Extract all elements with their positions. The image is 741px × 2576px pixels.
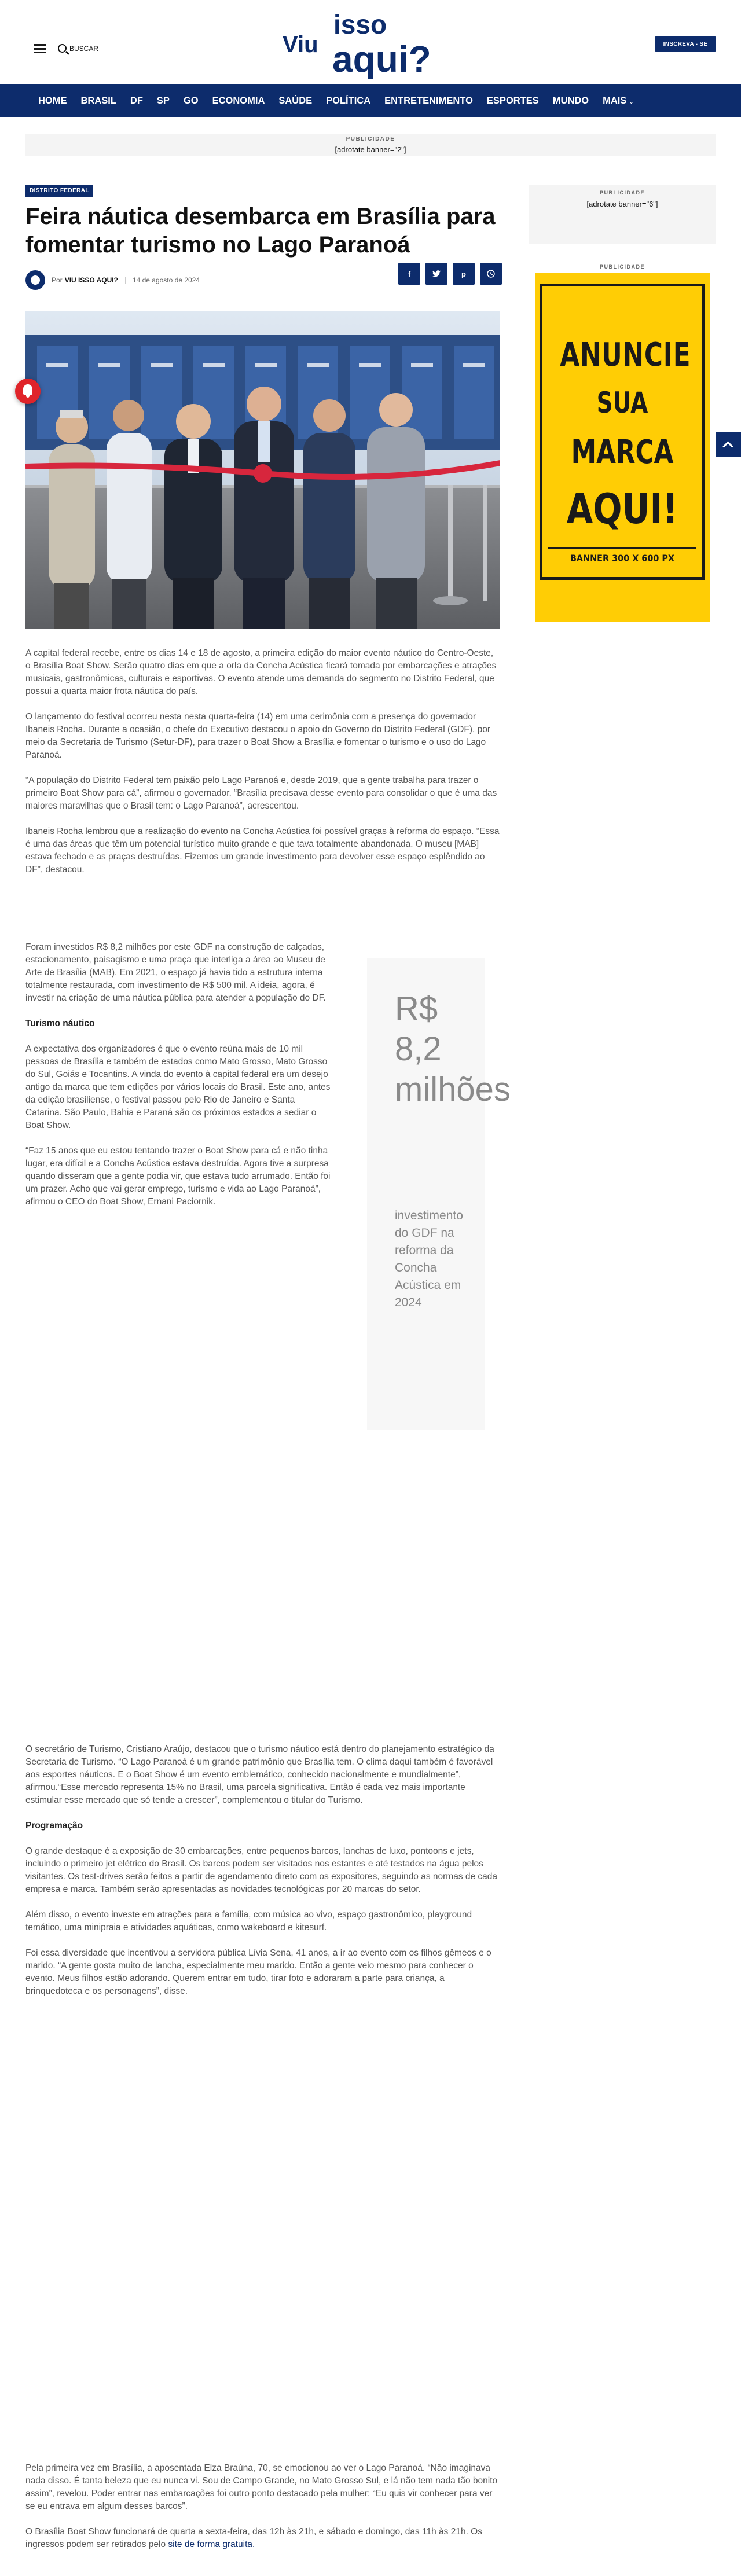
ad-label: PUBLICIDADE: [599, 264, 645, 270]
paragraph: Além disso, o evento investe em atrações para a família, com música ao vivo, espaço gastronômico, playground temático, uma minipraia e atividades aquáticas, como wakeboard e kitesurf.: [25, 1910, 472, 1932]
nav-item-label: GO: [183, 95, 199, 106]
nav-item-label: SAÚDE: [278, 95, 313, 106]
site-header: [0, 0, 741, 84]
ad-code: [adrotate banner="2"]: [335, 145, 406, 154]
paragraph: A capital federal recebe, entre os dias 14 e 18 de agosto, a primeira edição do maior evento náutico do Centro-Oeste, o Brasília Boat Show. Serão quatro dias em que a orla da Concha Acústica ficará tomada por embarcações e atrações musicais, gastronômicas, culturais e esportivas. O evento atende uma demanda do segmento no Distrito Federal, que possui a quarta maior frota náutica do país.: [25, 648, 497, 696]
article-body-intro: [25, 647, 500, 889]
article-body-continued: [25, 1743, 500, 2011]
hamburger-menu-icon[interactable]: [34, 44, 46, 53]
nav-item-label: ESPORTES: [486, 95, 539, 106]
nav-item-label: BRASIL: [80, 95, 116, 106]
byline-prefix: Por: [52, 276, 63, 284]
article-body-narrow: [25, 941, 332, 1221]
search-button[interactable]: [58, 44, 98, 53]
scroll-to-top-icon[interactable]: [716, 432, 741, 457]
article-body-final: [25, 2462, 500, 2564]
pinterest-share-icon[interactable]: p: [453, 263, 475, 285]
nav-item-label: SP: [156, 95, 170, 106]
nav-item-mais[interactable]: [596, 95, 641, 106]
site-logo[interactable]: [283, 5, 462, 79]
paragraph: O Brasília Boat Show funcionará de quarta a sexta-feira, das 12h às 21h, e sábado e domingo, das 11h às 21h. Os ingressos podem ser retirados pelo: [25, 2527, 482, 2549]
paragraph: Pela primeira vez em Brasília, a aposentada Elza Braúna, 70, se emocionou ao ver o Lago Paranoá. “Não imaginava nada disso. É tanta beleza que eu nunca vi. Sou de Campo Grande, no Mato Grosso Sul, e lá não tem nada tão bonito assim”, revelou. Poder entrar nas embarcações foi outro ponto destacado pela mulher: “Eu quis vir conhecer para ver se eu entrava em algum desses barcos”.: [25, 2463, 498, 2511]
search-label: BUSCAR: [69, 44, 99, 53]
nav-item-label: ECONOMIA: [212, 95, 265, 106]
author-avatar[interactable]: [25, 270, 45, 290]
subscribe-button[interactable]: INSCREVA - SE: [655, 36, 716, 52]
paragraph: Foram investidos R$ 8,2 milhões por este GDF na construção de calçadas, estacionamento, paisagismo e uma praça que interliga a área ao Museu de Arte de Brasília (MAB). Em 2021, o espaço já havia tido a estrutura interna totalmente restaurada, com investimento de R$ 500 mil. A ideia, agora, é investir na criação de uma náutica pública para atender a população do DF.: [25, 942, 326, 1003]
paragraph: “Faz 15 anos que eu estou tentando trazer o Boat Show para cá e não tinha lugar, era difícil e a Concha Acústica estava destruída. Agora tive a surpresa quando disseram que a gente podia vir, que estava tudo arrumado. Então foi um prazer. Acho que vai gerar emprego, turismo e vida ao Lago Paranoá”, afirmou o CEO do Boat Show, Ernani Paciornik.: [25, 1146, 331, 1207]
search-icon: [58, 44, 67, 53]
nav-item-esportes[interactable]: [480, 95, 546, 106]
paragraph: Foi essa diversidade que incentivou a servidora pública Lívia Sena, 41 anos, a ir ao evento com os filhos gêmeos e o marido. “A gente gosta muito de lancha, especialmente meu marido. Então a gente veio mesmo para conhecer o evento. Meus filhos estão adorando. Querem entrar em tudo, tirar foto e adoraram a parte para criança, a brinquedoteca e os personagens”, disse.: [25, 1948, 491, 1996]
banner-line: MARCA: [571, 433, 674, 471]
banner-frame: [540, 284, 705, 580]
byline-divider: [125, 277, 126, 284]
author-name[interactable]: VIU ISSO AQUI?: [64, 276, 118, 284]
facebook-share-icon[interactable]: f: [398, 263, 420, 285]
nav-item-label: MAIS: [603, 95, 627, 106]
banner-divider: [548, 547, 696, 549]
category-tag[interactable]: DISTRITO FEDERAL: [25, 185, 93, 197]
banner-line: ANUNCIE: [560, 336, 691, 374]
pull-quote-caption: investimento do GDF na reforma da Concha Acústica em 2024: [395, 1209, 463, 1309]
chevron-down-icon: ⌄: [629, 98, 634, 105]
nav-item-politica[interactable]: [319, 95, 377, 106]
ad-label: PUBLICIDADE: [346, 136, 395, 142]
nav-item-label: POLÍTICA: [326, 95, 371, 106]
pull-quote-number: R$ 8,2 milhões: [395, 990, 511, 1108]
nav-item-sp[interactable]: [150, 95, 177, 106]
nav-item-label: MUNDO: [552, 95, 589, 106]
banner-line: SUA: [596, 386, 648, 420]
whatsapp-share-icon[interactable]: [480, 263, 502, 285]
sidebar-ad-slot: [529, 185, 716, 244]
svg-text:isso: isso: [333, 9, 387, 39]
nav-item-label: DF: [130, 95, 143, 106]
subheading-programacao: Programação: [25, 1821, 83, 1831]
nav-item-brasil[interactable]: [74, 95, 123, 106]
publish-date: 14 de agosto de 2024: [132, 276, 200, 284]
svg-text:Viu: Viu: [283, 32, 318, 57]
nav-item-label: ENTRETENIMENTO: [384, 95, 473, 106]
nav-item-df[interactable]: [123, 95, 150, 106]
paragraph: O lançamento do festival ocorreu nesta nesta quarta-feira (14) em uma cerimônia com a presença do governador Ibaneis Rocha. Durante a ocasião, o chefe do Executivo destacou o apoio do Governo do Distrito Federal (GDF), por meio da Secretaria de Turismo (Setur-DF), para trazer o Boat Show a Brasília e fomentar o turismo e o uso do Lago Paranoá.: [25, 712, 490, 760]
tickets-link[interactable]: site de forma gratuita.: [168, 2540, 255, 2549]
article-title: Feira náutica desembarca em Brasília para fomentar turismo no Lago Paranoá: [25, 204, 496, 258]
svg-text:aqui?: aqui?: [332, 38, 431, 79]
paragraph: O secretário de Turismo, Cristiano Araújo, destacou que o turismo náutico está dentro do planejamento estratégico da Secretaria de Turismo. “O Lago Paranoá é um grande patrimônio que Brasília tem. O clima daqui também é favorável aos esportes náuticos. E o Boat Show é um evento emblemático, conhecido nacionalmente e mundialmente”, afirmou.“Esse mercado representa 15% no Brasil, uma parcela significativa. Então é cada vez mais importante estimular esse mercado que só tende a crescer”, complementou o titular do Turismo.: [25, 1744, 494, 1805]
ad-label: PUBLICIDADE: [599, 190, 645, 196]
nav-item-entretenimento[interactable]: [377, 95, 480, 106]
banner-line: AQUI!: [566, 484, 678, 533]
paragraph: O grande destaque é a exposição de 30 embarcações, entre pequenos barcos, lanchas de luxo, pontoons e jets, incluindo o primeiro jet elétrico do Brasil. Os barcos podem ser visitados nos estantes e até testados na água pelos visitantes. Os test-drives serão feitos a partir de agendamento direto com os expositores, seguindo as normas de cada empresa e marca. Também serão apresentadas as novidades tecnológicas por 20 marcas do setor.: [25, 1846, 498, 1894]
nav-item-economia[interactable]: [206, 95, 272, 106]
ad-code: [adrotate banner="6"]: [586, 200, 658, 208]
paragraph: A expectativa dos organizadores é que o evento reúna mais de 10 mil pessoas de Brasília e também de estados como Mato Grosso, Mato Grosso do Sul, Goiás e Tocantins. A vinda do evento à capital federal era um desejo antigo da marca que tem edições por vários locais do Brasil. Este ano, antes da edição brasiliense, o festival passou pelo Rio de Janeiro e Santa Catarina. São Paulo, Bahia e Paraná são os próximos estados a sediar o Boat Show.: [25, 1044, 331, 1130]
banner-size-label: BANNER 300 X 600 PX: [570, 553, 675, 564]
nav-item-go[interactable]: [177, 95, 206, 106]
top-ad-slot: [25, 134, 716, 156]
nav-item-saude[interactable]: [272, 95, 319, 106]
article-hero-image: [25, 311, 500, 629]
notification-bell-icon[interactable]: [15, 379, 41, 404]
twitter-share-icon[interactable]: [425, 263, 447, 285]
paragraph: “A população do Distrito Federal tem paixão pelo Lago Paranoá e, desde 2019, que a gente trabalha para trazer o primeiro Boat Show para cá”, afirmou o governador. “Brasília precisava desse evento para consolidar o que é uma das maiores maravilhas que o Brasil tem: o Lago Paranoá”, acrescentou.: [25, 776, 497, 811]
subheading-turismo: Turismo náutico: [25, 1019, 95, 1028]
nav-item-label: HOME: [38, 95, 67, 106]
paragraph: Ibaneis Rocha lembrou que a realização do evento na Concha Acústica foi possível graças à reforma do espaço. “Essa é uma das áreas que têm um potencial turístico muito grande e que tava totalmente abandonada. O museu [MAB] estava fechado e as praças destruídas. Fizemos um grande investimento para devolver esse espaço esplêndido ao DF”, destacou.: [25, 826, 500, 874]
main-navigation: [0, 84, 741, 117]
share-buttons: [398, 263, 502, 285]
banner-ad[interactable]: [535, 273, 710, 622]
pull-quote-box: [367, 958, 511, 1430]
nav-item-mundo[interactable]: [546, 95, 596, 106]
nav-item-home[interactable]: [31, 95, 74, 106]
